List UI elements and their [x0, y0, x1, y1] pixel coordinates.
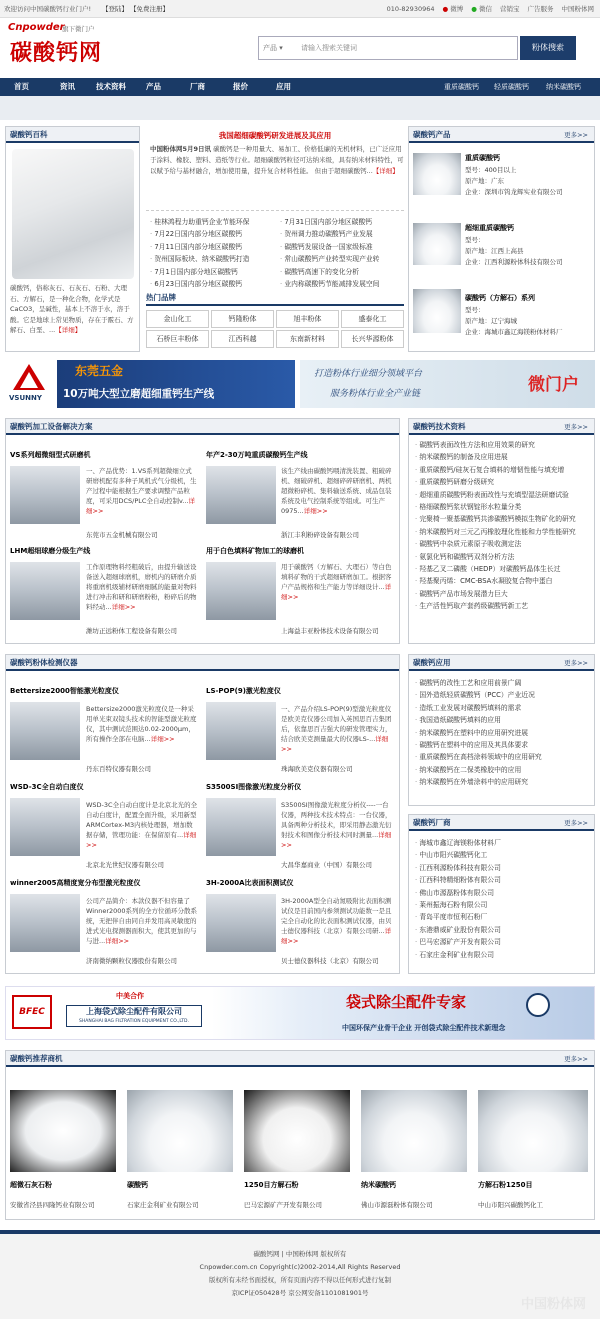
nav-makers[interactable]: 厂商 — [190, 82, 205, 91]
bfec-logo-icon: BFEC — [12, 995, 52, 1029]
product-name[interactable]: 重质碳酸钙 — [465, 154, 500, 162]
recommend-name[interactable]: 1250目方解石粉 — [244, 1181, 299, 1189]
app-item[interactable]: · 国外造纸轻质碳酸钙（PCC）产业近况 — [415, 689, 588, 701]
makers-panel — [408, 814, 595, 974]
tech-item[interactable]: · 生产活性钙取产套药级碳酸钙新工艺 — [415, 600, 588, 612]
tech-header — [409, 419, 594, 435]
product-value: 广东 — [491, 177, 504, 185]
tech-list — [409, 435, 594, 617]
brand-tag[interactable]: 长兴华源粉体 — [341, 330, 404, 348]
apps-panel — [408, 654, 595, 806]
app-item[interactable]: · 重质碳酸钙在高档涂料领域中的应用研究 — [415, 751, 588, 763]
product-value: 江西上高县 — [491, 247, 524, 255]
news-item[interactable]: · 7月1日国内部分地区碳酸钙 — [150, 266, 278, 278]
instrument-desc-text: 一、产品介绍LS-POP(9)型激光粒度仪是欧美克仪器公司加入英国思百吉集团后，依靠思百吉强大的研发管理实力，结合欧美克测量最大的仪器LS-... — [281, 705, 392, 743]
hot-brands-title: 热门品牌 — [146, 292, 404, 306]
tech-item[interactable]: · 重质碳酸钙/硅灰石复合填料的增韧性能与填充增 — [415, 464, 588, 476]
solution-image[interactable] — [10, 562, 80, 620]
topbar-link-ads[interactable]: 广告服务 — [527, 5, 554, 13]
tech-panel — [408, 418, 595, 644]
product-image[interactable] — [413, 289, 461, 333]
recommend-title: 碳酸钙推荐商机 — [10, 1054, 63, 1063]
solution-title[interactable]: LHM超细球磨分级生产线 — [10, 547, 91, 555]
weibo-link[interactable] — [443, 0, 464, 18]
recommend-image[interactable] — [10, 1090, 116, 1172]
solution-desc — [86, 562, 198, 622]
headline-lead: 中国粉体网5月9日讯 — [150, 145, 212, 153]
product-value: 海城市鑫辽海镁粉体材料厂 — [484, 328, 563, 336]
instrument-more-link[interactable]: 详细>> — [105, 937, 130, 945]
top-bar — [0, 0, 600, 18]
search-box — [258, 36, 518, 60]
topbar-link-marketing[interactable]: 营销宝 — [500, 5, 520, 13]
instrument-more-link[interactable]: 详细>> — [281, 735, 389, 753]
tech-item[interactable]: · 纳米碳酸钙的制备及应用进展 — [415, 451, 588, 463]
encyclopedia-title: 碳酸钙百科 — [6, 127, 139, 143]
banner-right-line1: 打造粉体行业细分领域平台 — [314, 369, 423, 379]
banner2-slogan: 袋式除尘配件专家 — [346, 993, 467, 1011]
banner2-company-en: SHANGHAI BAG FILTRATION EQUIPMENT CO.,LTD. — [79, 1019, 189, 1024]
login-link[interactable]: 【登陆】 — [102, 5, 128, 13]
register-link[interactable]: 【免费注册】 — [130, 5, 169, 13]
maker-item[interactable]: · 佛山市源磊粉体有限公司 — [415, 887, 588, 899]
banner2-company-box — [66, 1005, 202, 1027]
sub-nav-bar — [0, 96, 600, 120]
instrument-company[interactable]: 珠海欧美克仪器有限公司 — [281, 765, 353, 773]
brand-tag[interactable]: 钙隆粉体 — [211, 310, 274, 328]
topbar-link-cnpowder[interactable]: 中国粉体网 — [561, 5, 594, 13]
apps-header — [409, 655, 594, 671]
maker-item[interactable]: · 巴马宏源矿产开发有限公司 — [415, 936, 588, 948]
recommend-name[interactable]: 纳米碳酸钙 — [361, 1181, 396, 1189]
instrument-company[interactable]: 济南微纳颗粒仪器股份有限公司 — [86, 957, 177, 965]
logo-english[interactable]: Cnpowder — [8, 22, 65, 33]
encyclopedia-body: 碳酸钙，俗称灰石、石灰石、石粉、大理石、方解石，是一种化合物，化学式是CaCO3，呈碱性，基本上不溶于水，溶于酸。它是地球上常见物质，存在于霰石、方解石、白垩、... — [10, 284, 134, 334]
headline-text — [150, 144, 404, 214]
news-item[interactable]: · 7月11日国内部分地区碳酸钙 — [150, 241, 278, 253]
recommend-more-link[interactable]: 更多>> — [564, 1055, 588, 1063]
instrument-desc-text: 3H-2000A型全自动氮吸附比表面积测试仪是目前国内参须测试功能数一是且完全自动化的比表面积测试仪器，由贝士德仪器科技（北京）有限公司研... — [281, 897, 392, 935]
tech-item[interactable]: · 碳酸钙表面改性方法和应用效果的研究 — [415, 439, 588, 451]
makers-header — [409, 815, 594, 831]
encyclopedia-panel — [5, 126, 140, 352]
certification-badge-icon — [526, 993, 550, 1017]
recommend-company[interactable]: 巴马宏源矿产开发有限公司 — [244, 1201, 322, 1209]
recommend-image[interactable] — [361, 1090, 467, 1172]
search-input[interactable]: 请输入搜索关键词 — [301, 44, 357, 52]
site-logo[interactable]: 碳酸钙网 — [10, 40, 103, 66]
chevron-down-icon: ▾ — [279, 44, 283, 52]
ad-banner-vsunny[interactable] — [5, 360, 295, 408]
solution-desc-text: 该生产线由碳酸钙喂清洗装置、粗破碎机、细破碎机、超细碎碎研磨机、两机超微粉碎机、集料输送系统、成品包装系统及电气控制系统等组成。可生产0975... — [281, 467, 392, 515]
brand-tag[interactable]: 旭丰粉体 — [276, 310, 339, 328]
instrument-desc — [281, 800, 395, 852]
news-item[interactable]: · 业内称碳酸钙节能减排发展空间 — [280, 278, 404, 290]
solution-image[interactable] — [10, 466, 80, 524]
products-title: 碳酸钙产品 — [413, 130, 451, 139]
footer — [0, 1230, 600, 1319]
instrument-company[interactable]: 丹东百特仪器有限公司 — [86, 765, 151, 773]
product-value: 400目以上 — [484, 166, 517, 174]
product-card — [465, 293, 593, 338]
app-item[interactable]: · 我国造纸碳酸钙填料的应用 — [415, 714, 588, 726]
maker-item[interactable]: · 海城市鑫辽海镁粉体材料厂 — [415, 837, 588, 849]
tech-item[interactable]: · 重质碳酸钙研磨分级研究 — [415, 476, 588, 488]
app-item[interactable]: · 碳酸钙在塑料中的应用及其具体要求 — [415, 739, 588, 751]
recommend-company[interactable]: 中山市阳兴碳酸钙化工 — [478, 1201, 543, 1209]
weibo-icon: ● — [442, 5, 449, 13]
instrument-desc — [281, 896, 395, 948]
tech-item[interactable]: · 超细重质碳酸钙粉表面改性与充填型湿法研磨试验 — [415, 489, 588, 501]
news-list-left — [150, 216, 278, 290]
brand-tag[interactable]: 石桥巨丰粉体 — [146, 330, 209, 348]
solution-desc-text: 一、产品优势：1.VS系列超微细立式研磨机配有多种子风机式气分级机，生产过程中能根据生产要求调整产品粒度，可采用DCS/PLC全自动控制v... — [86, 467, 197, 505]
maker-item[interactable]: · 东港鼎威矿业股份有限公司 — [415, 924, 588, 936]
app-item[interactable]: · 纳米碳酸钙在外墙涂料中的应用研究 — [415, 776, 588, 788]
banner2-sub: 中国环保产业骨干企业 开创袋式除尘配件技术新理念 — [342, 1024, 506, 1032]
recommend-name[interactable]: 碳酸钙 — [127, 1181, 148, 1189]
product-key: 原产地： — [465, 177, 491, 185]
instrument-image[interactable] — [206, 702, 276, 760]
solution-desc — [281, 466, 395, 526]
welcome-text: 欢迎访问中国碳酸钙行业门户! — [4, 5, 92, 13]
encyclopedia-image — [12, 149, 134, 279]
apps-title: 碳酸钙应用 — [413, 658, 451, 667]
product-key: 企业： — [465, 188, 485, 196]
instrument-title[interactable]: S3500SI图像激光粒度分析仪 — [206, 783, 302, 791]
solution-more-link[interactable]: 详细>> — [111, 603, 136, 611]
product-value: 江西利源粉体科技有限公司 — [484, 258, 563, 266]
instrument-title[interactable]: 3H-2000A比表面积测试仪 — [206, 879, 294, 887]
product-card — [465, 153, 593, 198]
phone-number: 010-82930964 — [386, 5, 435, 13]
product-image[interactable] — [413, 153, 461, 195]
news-list-right — [280, 216, 404, 290]
product-key: 企业： — [465, 328, 485, 336]
instrument-company[interactable]: 北京北光世纪仪器有限公司 — [86, 861, 164, 869]
news-item[interactable]: · 7月31日国内部分地区碳酸钙 — [280, 216, 404, 228]
instrument-title[interactable]: LS-POP(9)激光粒度仪 — [206, 687, 281, 695]
instrument-company[interactable]: 贝士德仪器科技（北京）有限公司 — [281, 957, 379, 965]
solution-image[interactable] — [206, 466, 276, 524]
tech-more-link[interactable]: 更多>> — [564, 423, 588, 431]
product-value: 深圳市钨龙辉实业有限公司 — [484, 188, 563, 196]
instrument-title[interactable]: WSD-3C全自动白度仪 — [10, 783, 84, 791]
instrument-desc — [86, 896, 198, 948]
main-nav — [0, 78, 600, 96]
recommend-image[interactable] — [127, 1090, 233, 1172]
headline-title[interactable]: 我国超细碳酸钙研发进展及其应用 — [218, 131, 332, 140]
solution-desc-text: 用于碳酸钙（方解石、大理石）等白色填料矿物的干式超细研磨加工。根据客户产品规格和生产能力等详细设计... — [281, 563, 392, 591]
news-item[interactable]: · 6月23日国内部分地区碳酸钙 — [150, 278, 278, 290]
solution-title[interactable]: VS系列超微细型式研磨机 — [10, 451, 91, 459]
tech-title: 碳酸钙技术资料 — [413, 422, 466, 431]
recommend-company[interactable]: 石家庄金利矿业有限公司 — [127, 1201, 199, 1209]
tech-item[interactable]: · 羟基聚丙烯：CMC-BSA水凝胶复合物中蛋白 — [415, 575, 588, 587]
solution-company[interactable]: 浙江丰利粉碎设备有限公司 — [281, 531, 359, 539]
app-item[interactable]: · 碳酸钙的改性工艺和应用前景广阔 — [415, 677, 588, 689]
instrument-desc-text: WSD-3C全自动白度计是北京北光的全自动白度计，配置全面升级，采用新型ARMCortex-M3内核处理器，增加数据存储，管理功能：在保留原有... — [86, 801, 198, 839]
watermark-text: 中国粉体网 — [520, 1297, 586, 1312]
footer-icp: 京ICP证050428号 京公网安备1101081901号 — [231, 1289, 369, 1297]
instrument-image[interactable] — [10, 798, 80, 856]
banner-right-line2: 服务粉体行业全产业链 — [330, 389, 421, 399]
headline-panel — [146, 126, 404, 352]
instrument-desc — [281, 704, 395, 756]
solution-desc — [281, 562, 395, 622]
solution-title[interactable]: 年产2-30万吨重质碳酸钙生产线 — [206, 451, 308, 459]
instrument-image[interactable] — [10, 702, 80, 760]
recommend-header — [6, 1051, 594, 1067]
nav-prices[interactable]: 报价 — [233, 82, 248, 91]
apps-more-link[interactable]: 更多>> — [564, 659, 588, 667]
solutions-title: 碳酸钙加工设备解决方案 — [6, 419, 399, 435]
brand-tag[interactable]: 盛泰化工 — [341, 310, 404, 328]
nav-news[interactable]: 资讯 — [60, 82, 75, 91]
banner-line2: 10万吨大型立磨超细重钙生产线 — [63, 388, 215, 400]
instrument-more-link[interactable]: 详细>> — [86, 831, 197, 849]
instrument-more-link[interactable]: 详细>> — [281, 831, 392, 849]
recommend-name[interactable]: 方解石粉1250目 — [478, 1181, 533, 1189]
search-category-label: 产品 — [263, 44, 277, 52]
nav-heavy-caco3[interactable]: 重质碳酸钙 — [444, 83, 479, 91]
nav-products[interactable]: 产品 — [146, 82, 161, 91]
news-item[interactable]: · 常山碳酸钙产业转型实现产业转 — [280, 253, 404, 265]
nav-apps[interactable]: 应用 — [276, 82, 291, 91]
product-key: 原产地： — [465, 247, 491, 255]
maker-item[interactable]: · 青岛平度市恒利石粉厂 — [415, 911, 588, 923]
tech-item[interactable]: · 完聚椅一聚基碳酸钙共渗碳酸钙模拟生物矿化的研究 — [415, 513, 588, 525]
maker-item[interactable]: · 江西科特精细粉体有限公司 — [415, 874, 588, 886]
tech-item[interactable]: · 格细碳酸钙浆状钢锭形水粒量分类 — [415, 501, 588, 513]
nav-nano-caco3[interactable]: 纳米碳酸钙 — [546, 83, 581, 91]
instrument-desc-text: Bettersize2000激光粒度仪是一种采用单光束双镜头技术的智能型激光粒度仪，其中测试范围达0.02-2000μm，所有操作全部在电脑... — [86, 705, 197, 743]
nav-home[interactable]: 首页 — [14, 82, 29, 91]
instrument-title[interactable]: winner2005高精度宽分布型激光粒度仪 — [10, 879, 141, 887]
vsunny-brand: VSUNNY — [9, 394, 42, 402]
instrument-title[interactable]: Bettersize2000智能激光粒度仪 — [10, 687, 119, 695]
recommend-image[interactable] — [478, 1090, 588, 1172]
search-category-select[interactable] — [263, 43, 283, 53]
instrument-desc — [86, 800, 198, 852]
instrument-desc — [86, 704, 198, 756]
nav-light-caco3[interactable]: 轻质碳酸钙 — [494, 83, 529, 91]
weixin-icon: ● — [471, 5, 477, 13]
product-name[interactable]: 碳酸钙（方解石）系列 — [465, 294, 535, 302]
search-button[interactable]: 粉体搜索 — [520, 36, 576, 60]
product-key: 原产地： — [465, 317, 491, 325]
footer-links[interactable]: 碳酸钙网 | 中国粉体网 版权所有 — [253, 1250, 347, 1258]
nav-tech[interactable]: 技术资料 — [96, 82, 126, 91]
news-item[interactable]: · 贺州调力推动碳酸钙产业发展 — [280, 228, 404, 240]
instrument-more-link[interactable]: 详细>> — [281, 927, 392, 945]
product-name[interactable]: 超细重质碳酸钙 — [465, 224, 514, 232]
footer-copyright: Cnpowder.com.cn Copyright(c)2002-2014,All Rights Reserved — [199, 1263, 401, 1271]
app-item[interactable]: · 纳米碳酸钙在塑料中的应用研究进展 — [415, 727, 588, 739]
news-item[interactable]: · 桂林鸿程力助重钙企业节能环保 — [150, 216, 278, 228]
tech-item[interactable]: · 碳酸钙产品市场发展潜力巨大 — [415, 588, 588, 600]
news-item[interactable]: · 碳酸钙发展设备一国家级标准 — [280, 241, 404, 253]
solution-desc-text: 工作原理物料经粗破后，由提升输送设备送入超细球磨机，磨机内的研磨介质将重磨机级辅材研磨细腻的能量对物料进行冲击和研和研磨粉粉，粉碎后的物料经动... — [86, 563, 197, 611]
instrument-image[interactable] — [10, 894, 80, 952]
recommend-name[interactable]: 超微石灰石粉 — [10, 1181, 52, 1189]
instrument-desc-text: 公司产品简介：本款仪器不但容量了Winner2000系列的全方位循环分散系统，无把伴自由同自并发用高灵敏度的进式光电探测器面积大，使其更加的与与进... — [86, 897, 198, 945]
solution-desc — [86, 466, 198, 526]
weixin-label: 微信 — [479, 5, 492, 13]
tech-item[interactable]: · 纳米碳酸钙对三元乙丙橡胶理化性能和力学性能研究 — [415, 526, 588, 538]
news-item[interactable]: · 贺州国际板块、纳米碳酸钙打造 — [150, 253, 278, 265]
brand-tag[interactable]: 金山化工 — [146, 310, 209, 328]
maker-item[interactable]: · 石家庄金利矿业有限公司 — [415, 949, 588, 961]
news-item[interactable]: · 7月22日国内部分地区碳酸钙 — [150, 228, 278, 240]
solution-company[interactable]: 潍坊正远粉体工程设备有限公司 — [86, 627, 177, 635]
product-image[interactable] — [413, 223, 461, 265]
products-more-link[interactable]: 更多>> — [564, 131, 588, 139]
product-key: 企业： — [465, 258, 485, 266]
recommend-image[interactable] — [244, 1090, 350, 1172]
divider — [146, 210, 404, 211]
maker-item[interactable]: · 莱州振海石粉有限公司 — [415, 899, 588, 911]
ad-banner-bfec[interactable] — [5, 986, 595, 1040]
headline-body: 碳酸钙是一种用量大、易加工、价格低廉的无机材料，已广泛应用于涂料、橡胶、塑料、造纸等行业。超细碳酸钙粒径可达纳米级，具有纳米材料特性，可以赋予给与基材融合，增加使用量，提升复合材料性能。 但由于超细碳酸钙... — [150, 145, 404, 175]
makers-title: 碳酸钙厂商 — [413, 818, 451, 827]
recommend-company[interactable]: 安徽省泾县四隆钙业有限公司 — [10, 1201, 95, 1209]
product-key: 型号： — [465, 166, 485, 174]
banner2-top: 中美合作 — [116, 992, 144, 1000]
maker-item[interactable]: · 江西利源粉体科技有限公司 — [415, 862, 588, 874]
encyclopedia-text — [10, 283, 137, 345]
recommend-company[interactable]: 佛山市源磊粉体有限公司 — [361, 1201, 433, 1209]
weixin-link[interactable] — [471, 0, 492, 18]
makers-list — [409, 831, 594, 967]
app-item[interactable]: · 纳米碳酸钙在二保类橡胶中的应用 — [415, 764, 588, 776]
instrument-image[interactable] — [206, 894, 276, 952]
solution-more-link[interactable]: 详细>> — [303, 507, 328, 515]
logo-subtitle: 旗下微门户 — [62, 25, 95, 33]
product-value: 辽宁海城 — [491, 317, 517, 325]
product-key: 型号： — [465, 306, 485, 314]
product-card — [465, 223, 593, 268]
footer-note: 版权所有未经书面授权，所有页面内容不得以任何形式进行复制 — [209, 1276, 391, 1284]
encyclopedia-more-link[interactable]: 【详细】 — [55, 326, 82, 334]
banner-right-title: 微门户 — [528, 375, 579, 395]
instrument-company[interactable]: 大昌华嘉商业（中国）有限公司 — [281, 861, 372, 869]
banner2-company: 上海袋式除尘配件有限公司 — [86, 1007, 182, 1016]
maker-item[interactable]: · 中山市阳兴碳酸钙化工 — [415, 849, 588, 861]
app-item[interactable]: · 造纸工业发展对碳酸钙填料的需求 — [415, 702, 588, 714]
instrument-more-link[interactable]: 详细>> — [150, 735, 175, 743]
products-panel — [408, 126, 595, 352]
ad-banner-microportal[interactable] — [300, 360, 595, 408]
banner-line1: 东莞五金 — [75, 364, 124, 378]
solution-company[interactable]: 上海益丰亚粉体技术设备有限公司 — [281, 627, 379, 635]
solution-company[interactable]: 东莞市五金机械有限公司 — [86, 531, 158, 539]
vsunny-logo-icon — [11, 362, 47, 392]
tech-item[interactable]: · 氨氯化钙和碳酸钙双剂分析方法 — [415, 551, 588, 563]
brand-tag[interactable]: 江西科越 — [211, 330, 274, 348]
news-item[interactable]: · 碳酸钙高速下的变化分析 — [280, 266, 404, 278]
makers-more-link[interactable]: 更多>> — [564, 819, 588, 827]
solution-more-link[interactable]: 详细>> — [86, 497, 195, 515]
weibo-label: 微博 — [450, 5, 464, 13]
apps-list — [409, 671, 594, 795]
product-key: 型号： — [465, 236, 485, 244]
solution-image[interactable] — [206, 562, 276, 620]
solution-title[interactable]: 用于白色填料矿物加工的球磨机 — [206, 547, 304, 555]
products-header — [409, 127, 594, 143]
instruments-title: 碳酸钙粉体检测仪器 — [6, 655, 399, 671]
tech-item[interactable]: · 羟基乙叉二磷酸（HEDP）对碳酸钙晶体生长过 — [415, 563, 588, 575]
headline-more-link[interactable]: 【详细】 — [372, 167, 399, 175]
solution-more-link[interactable]: 详细>> — [281, 583, 392, 601]
instrument-desc-text: S3500SI图像激光粒度分析仪----一台仪器，两种技术技术特点：一台仪器，具备两种分析技术，即采用静态激光衍射技术和图像分析技术同时测量... — [281, 801, 392, 839]
tech-item[interactable]: · 碳酸钙中杂质元素原子吸收测定法 — [415, 538, 588, 550]
instrument-image[interactable] — [206, 798, 276, 856]
brand-tag[interactable]: 东南新材料 — [276, 330, 339, 348]
